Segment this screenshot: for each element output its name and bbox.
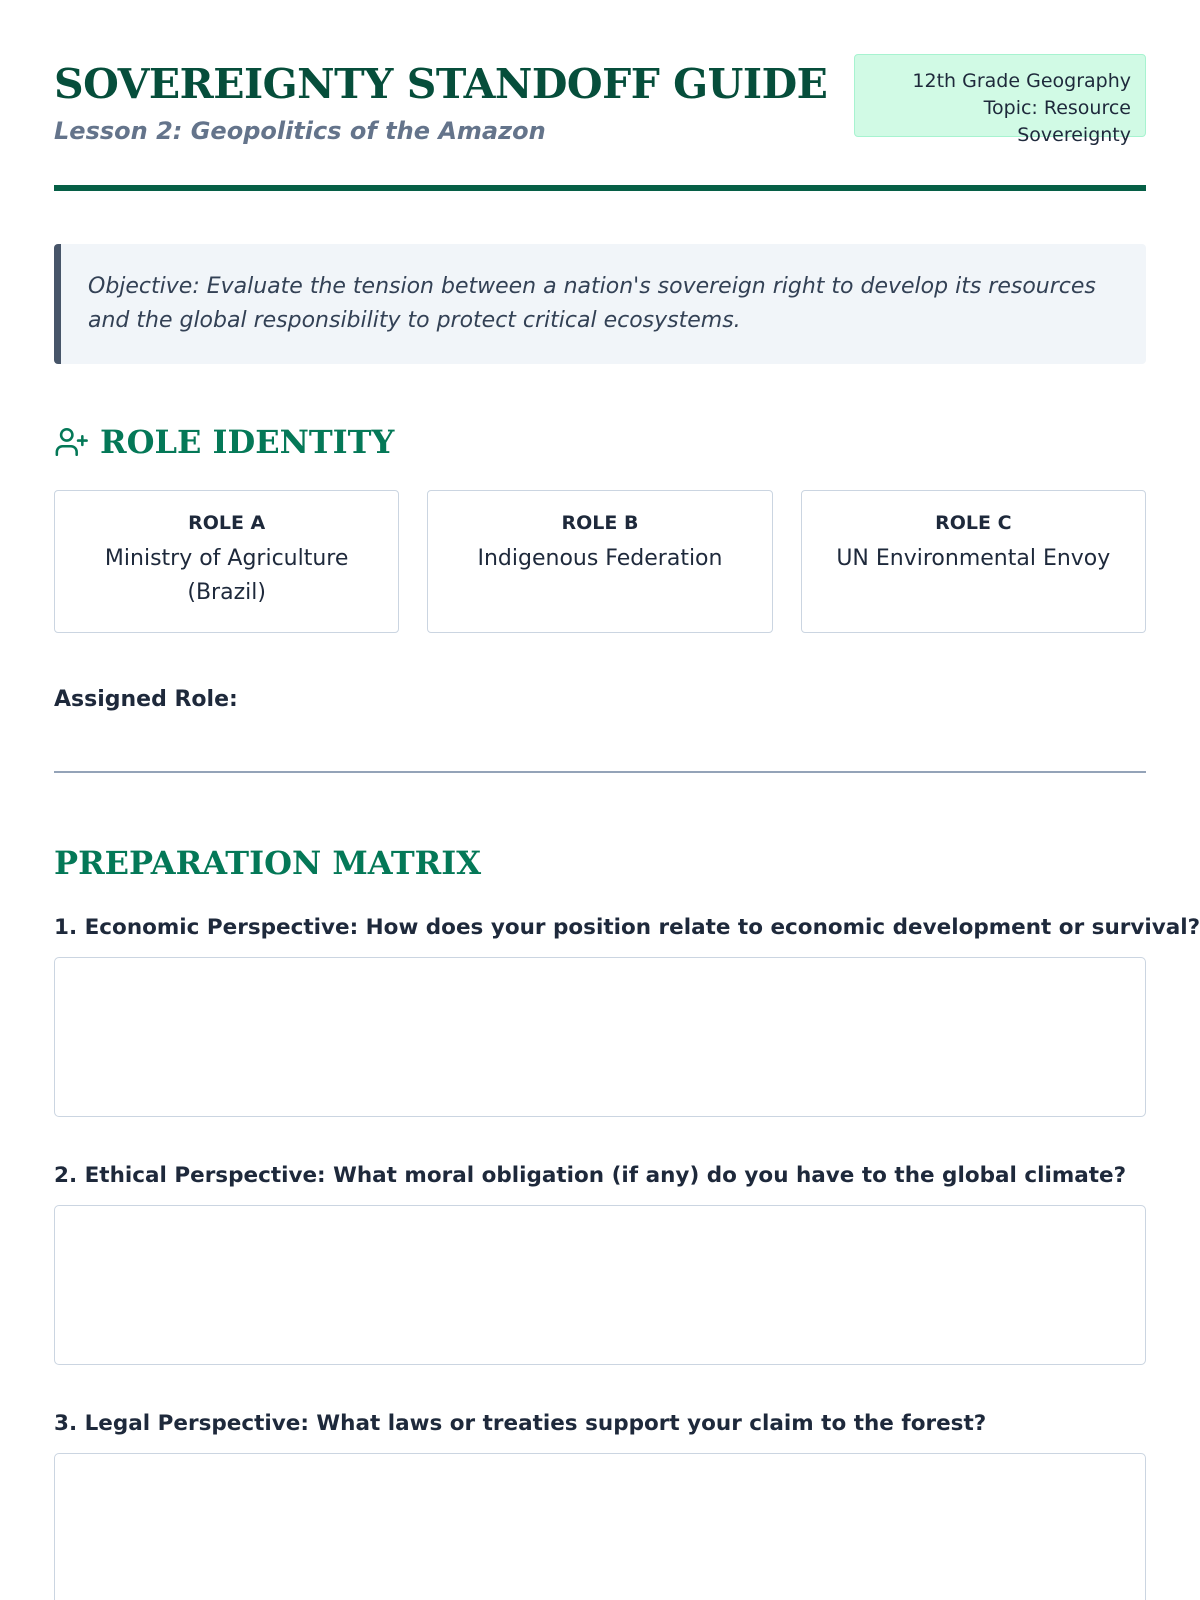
assigned-role-field[interactable] [54, 685, 1146, 773]
page-title: SOVEREIGNTY STANDOFF GUIDE [54, 60, 828, 108]
role-identity-title: ROLE IDENTITY [100, 423, 395, 461]
lesson-subtitle: Lesson 2: Geopolitics of the Amazon [54, 117, 546, 145]
role-tag: ROLE C [935, 512, 1012, 534]
assigned-role-label: Assigned Role: [54, 687, 238, 712]
answer-box-ethical[interactable] [54, 1205, 1146, 1365]
role-name: UN Environmental Envoy [836, 546, 1111, 571]
grade-label: 12th Grade Geography [912, 70, 1131, 92]
question-legal: 3. Legal Perspective: What laws or treaties support your claim to the forest? [54, 1411, 987, 1436]
answer-box-economic[interactable] [54, 957, 1146, 1117]
role-identity-heading [54, 422, 1146, 462]
user-plus-icon [54, 425, 88, 459]
question-economic: 1. Economic Perspective: How does your position relate to economic development or survival? [54, 915, 1200, 940]
role-name: Indigenous Federation [477, 546, 723, 571]
role-card-c[interactable] [801, 490, 1146, 633]
question-ethical: 2. Ethical Perspective: What moral obligation (if any) do you have to the global climate? [54, 1163, 1127, 1188]
role-cards [54, 490, 1146, 633]
role-tag: ROLE A [188, 512, 266, 534]
answer-box-legal[interactable] [54, 1453, 1146, 1600]
role-card-b[interactable] [427, 490, 772, 633]
objective-callout: Objective: Evaluate the tension between a nation's sovereign right to develop its resources and the global responsibility to protect critical ecosystems. [54, 244, 1146, 364]
role-tag: ROLE B [561, 512, 639, 534]
course-meta-box [854, 54, 1146, 146]
role-name: Ministry of Agriculture (Brazil) [104, 546, 349, 605]
role-card-a[interactable] [54, 490, 399, 633]
preparation-matrix-heading: PREPARATION MATRIX [54, 844, 482, 882]
worksheet-header [54, 0, 1146, 191]
topic-label: Topic: Resource Sovereignty [983, 97, 1131, 146]
